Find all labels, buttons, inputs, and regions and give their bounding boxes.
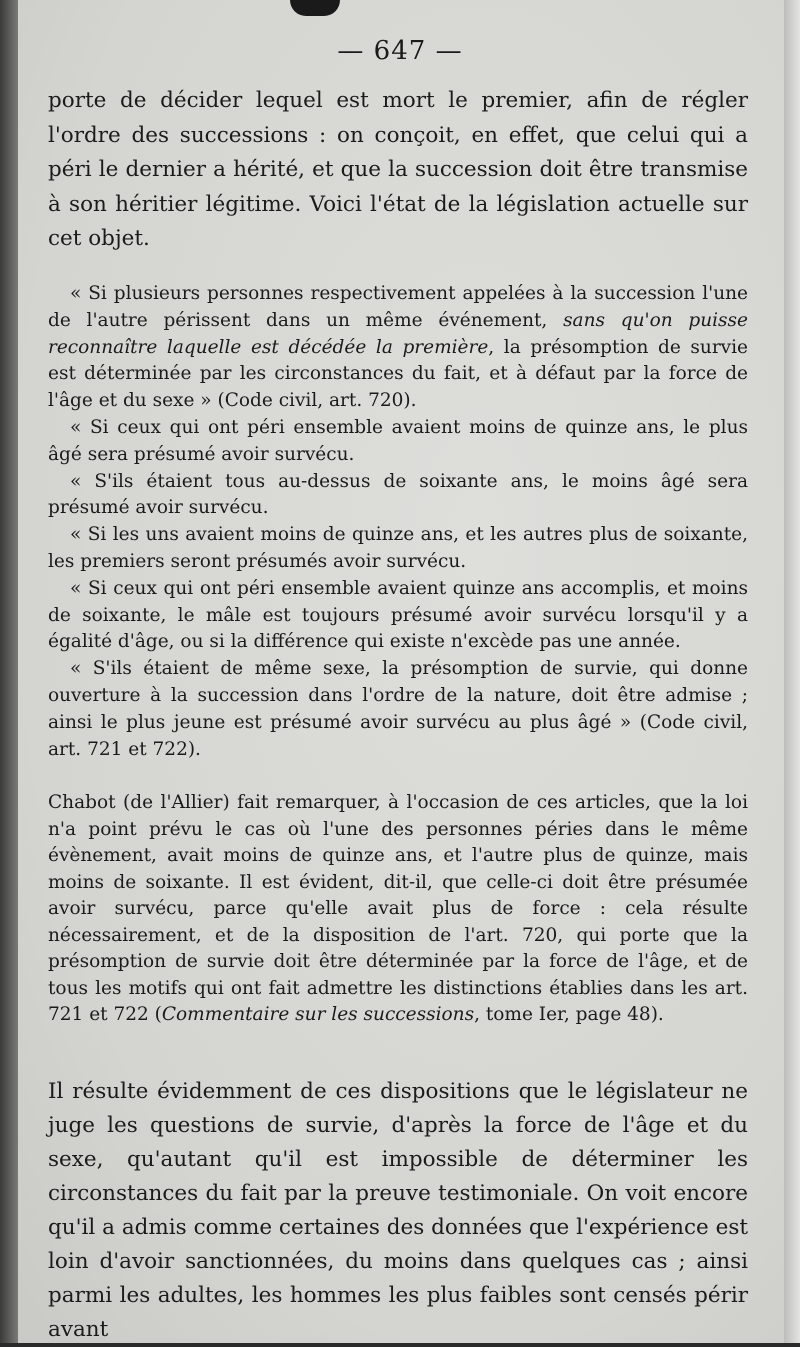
quote-mixed-ages: « Si les uns avaient moins de quinze ans, et les autres plus de soixante, les premiers seront présumés avoir survécu. [48,524,748,572]
chabot-italic: Commentaire sur les successions [161,1004,475,1025]
quote-fifteen-to-sixty: « Si ceux qui ont péri ensemble avaient quinze ans accomplis, et moins de soixante, le mâle est toujours présumé avoir survécu lorsqu'il y a égalité d'âge, ou si la différence qui existe n'excède pas une année. [48,577,748,653]
paragraph-intro [48,84,748,257]
quote-under-fifteen: « Si ceux qui ont péri ensemble avaient moins de quinze ans, le plus âgé sera présumé avoir survécu. [48,416,748,465]
paragraph-intro-text: porte de décider lequel est mort le premier, afin de régler l'ordre des successions : on conçoit, en effet, que celui qui a péri le dernier a hérité, et que la succession doit être transmise à son héritier légitime. Voici l'état de la législation actuelle sur cet objet. [48,88,748,251]
code-civil-quotes [48,281,748,763]
quote-text: « Si plusieurs personnes respectivement appelées à la succession l'une de l'autre périssent dans un même événement, [48,283,748,331]
paragraph-conclusion [48,1075,748,1347]
quote-over-sixty: « S'ils étaient tous au-dessus de soixante ans, le moins âgé sera présumé avoir survécu. [48,470,748,519]
page-edge-right [784,0,800,1343]
paragraph-chabot [48,790,748,1029]
chabot-text: , tome Ier, page 48). [474,1004,664,1025]
page-number: — 647 — [337,36,463,66]
quote-art-720 [48,281,748,415]
page-edge-left [0,0,18,1343]
quote-same-sex: « S'ils étaient de même sexe, la présomption de survie, qui donne ouverture à la succession dans l'ordre de la nature, doit être admise ; ainsi le plus jeune est présumé avoir survécu au plus âgé » (Code civil, art. 721 et 722). [48,658,748,760]
quote-italic: sans qu'on puisse reconnaître laquelle est décédée la première [48,309,748,358]
paragraph-chabot-text [48,790,748,1029]
quote-text: , la présomption de survie est déterminée par les circonstances du fait, et à défaut par la force de l'âge et du sexe » (Code civil, art. 720). [48,336,748,412]
paragraph-conclusion-text: Il résulte évidemment de ces dispositions que le législateur ne juge les questions de survie, d'après la force de l'âge et du sexe, qu'autant qu'il est impossible de déterminer les circonstances du fait par la preuve testimoniale. On voit encore qu'il a admis comme certaines des données que l'expérience est loin d'avoir sanctionnées, du moins dans quelques cas ; ainsi parmi les adultes, les hommes les plus faibles sont censés périr avant [48,1079,748,1342]
chabot-text: Chabot (de l'Allier) fait remarquer, à l'occasion de ces articles, que la loi n'a point prévu le cas où l'une des personnes péries dans le même évènement, avait moins de quinze ans, et l'autre plus de quinze, mais moins de soixante. Il est évident, dit-il, que celle-ci doit être présumée avoir survécu, parce qu'elle avait plus de force : cela résulte nécessairement, et de la disposition de l'art. 720, qui porte que la présomption de survie doit être déterminée par la force de l'âge, et de tous les motifs qui ont fait admettre les distinctions établies dans les art. 721 et 722 ( [48,792,748,1025]
